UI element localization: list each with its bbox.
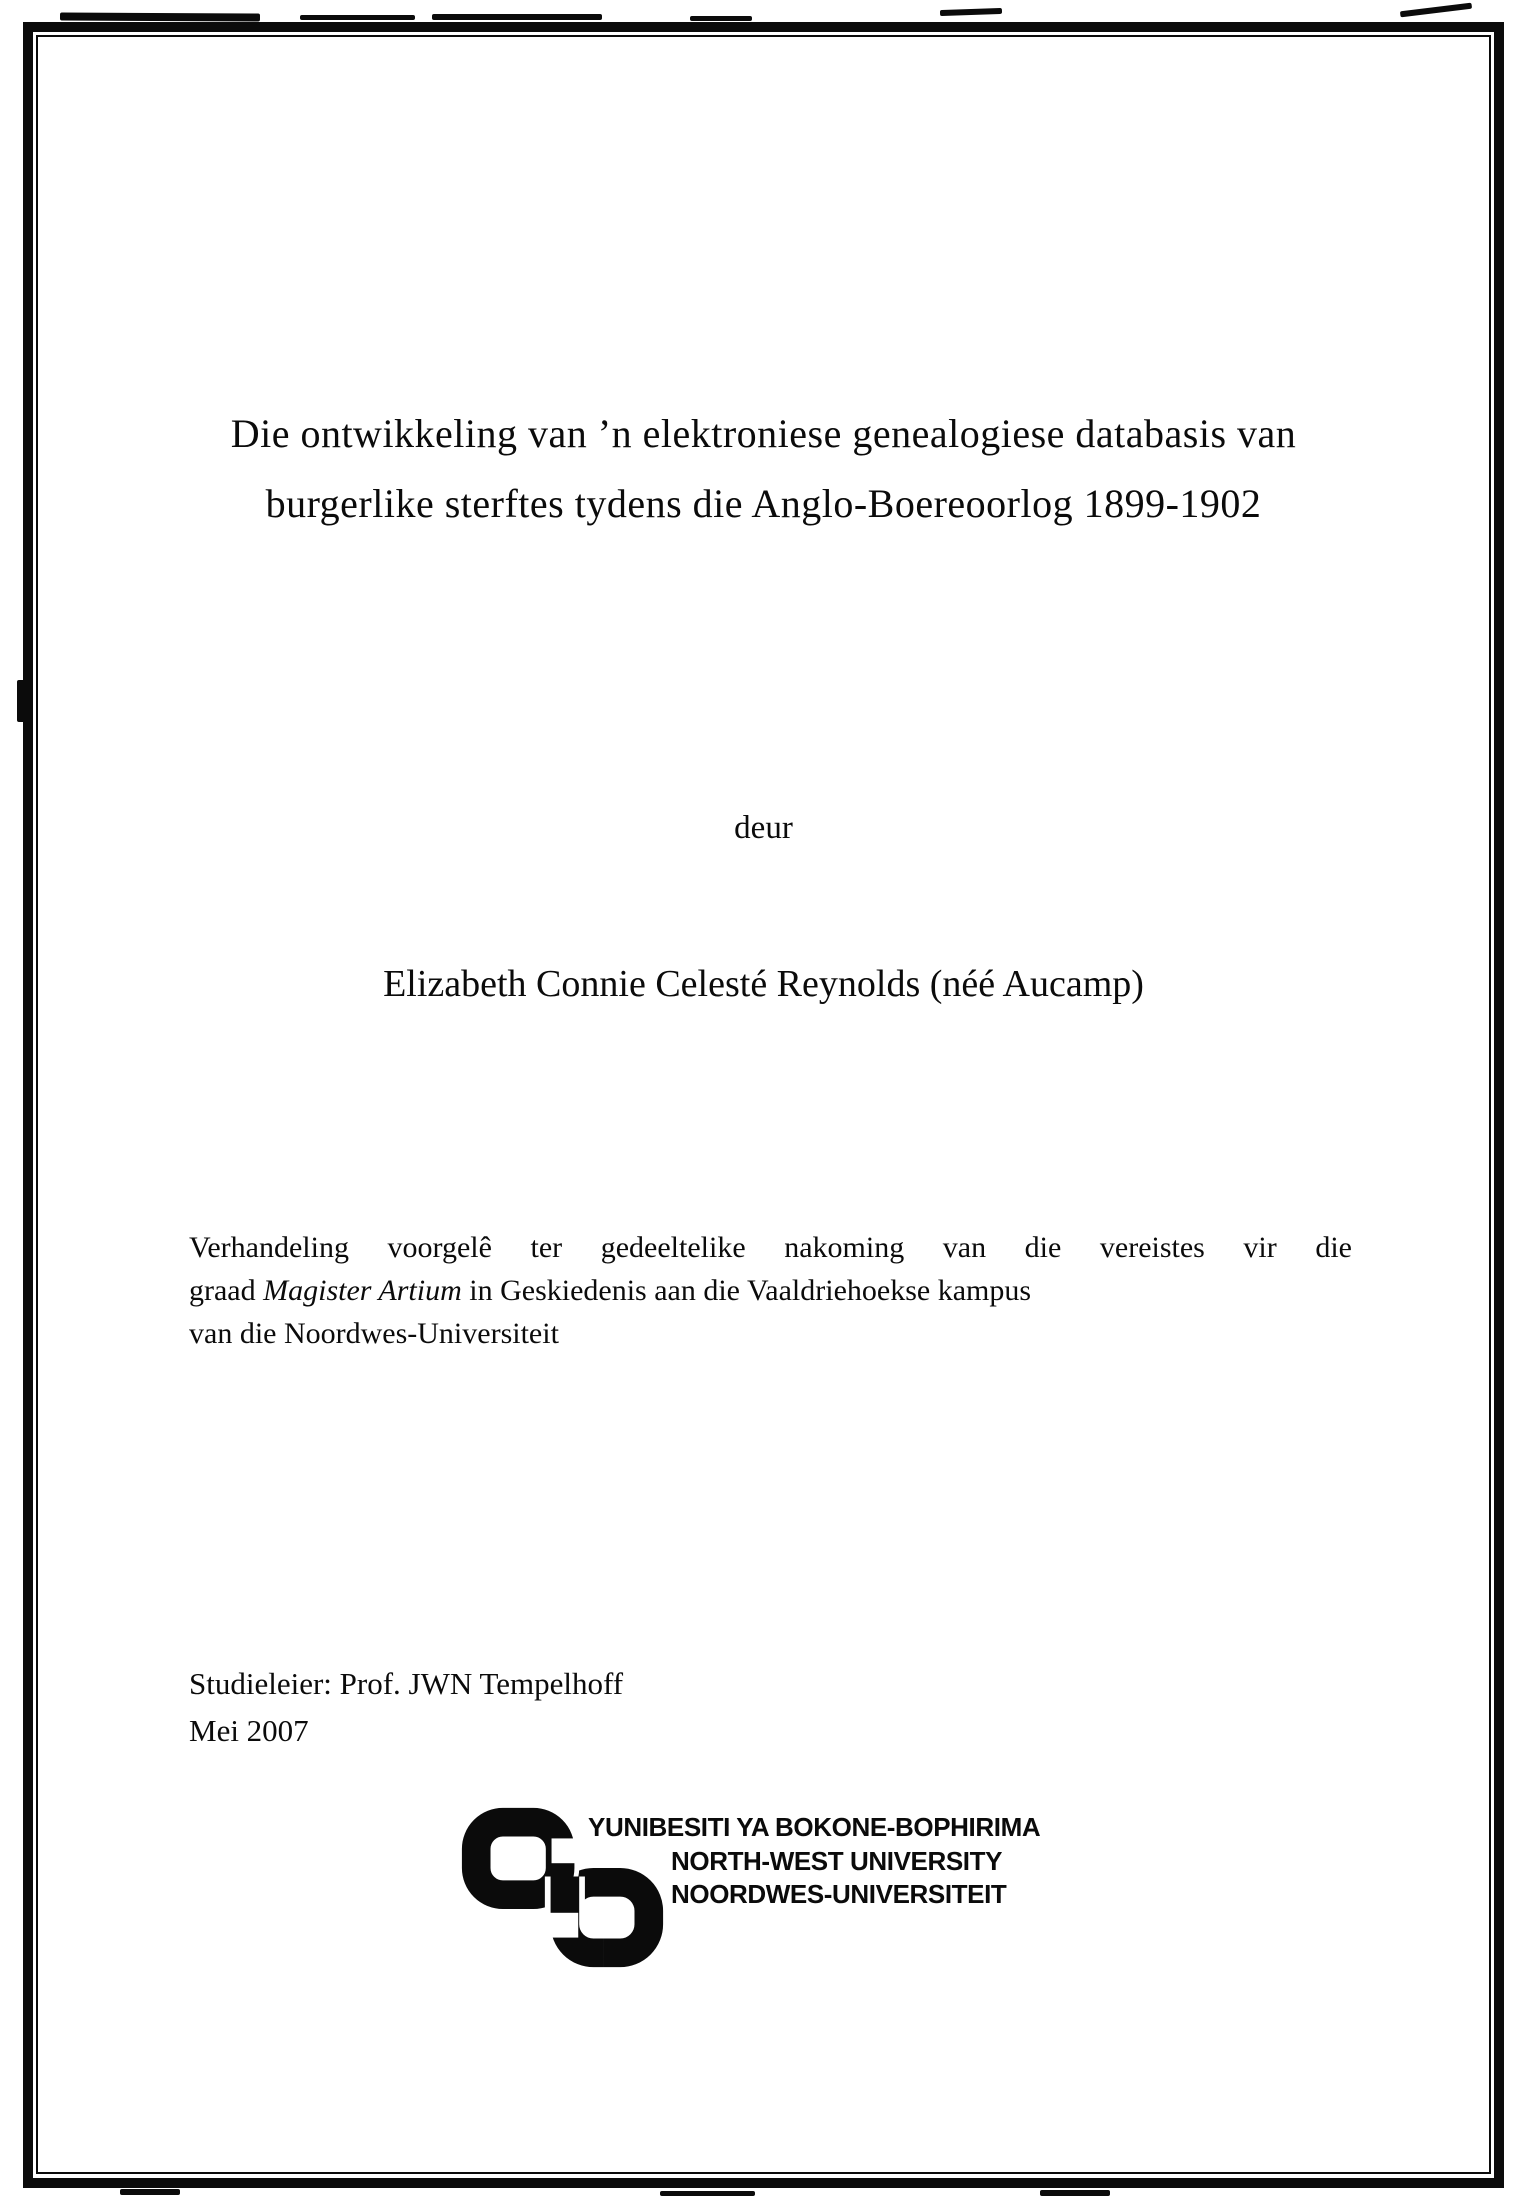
scan-artifact	[120, 2189, 180, 2195]
thesis-title-line2: burgerlike sterftes tydens die Anglo-Boereoorlog 1899-1902	[265, 481, 1262, 526]
logo-text-setswana: YUNIBESITI YA BOKONE-BOPHIRIMA	[588, 1812, 1041, 1842]
author-name: Elizabeth Connie Celesté Reynolds (néé Aucamp)	[383, 963, 1144, 1005]
submission-statement	[189, 1226, 1352, 1355]
scan-artifact	[1040, 2190, 1110, 2196]
thesis-title-line1: Die ontwikkeling van ’n elektroniese genealogiese databasis van	[230, 411, 1297, 456]
supervisor-line: Studieleier: Prof. JWN Tempelhoff	[189, 1666, 624, 1701]
degree-name: Magister Artium	[263, 1274, 462, 1307]
scan-artifact	[1400, 3, 1472, 18]
thesis-title	[0, 412, 1527, 552]
submission-line3: van die Noordwes-Universiteit	[189, 1317, 559, 1350]
scan-artifact	[660, 2191, 755, 2196]
submission-line2-pre: graad	[189, 1274, 264, 1307]
submission-line2-post: in Geskiedenis aan die Vaaldriehoekse kampus	[461, 1274, 1032, 1307]
scan-artifact	[940, 8, 1002, 16]
byline-label: deur	[734, 810, 793, 846]
scan-artifact	[60, 12, 260, 21]
date-line: Mei 2007	[189, 1713, 309, 1748]
scan-artifact	[690, 16, 752, 21]
logo-text-afrikaans: NOORDWES-UNIVERSITEIT	[671, 1879, 1007, 1909]
submission-line1: Verhandeling voorgelê ter gedeeltelike nakoming van die vereistes vir die	[189, 1231, 1352, 1264]
submission-line2	[189, 1269, 1352, 1312]
logo-text-english: NORTH-WEST UNIVERSITY	[671, 1846, 1003, 1876]
supervisor-block	[189, 1660, 623, 1754]
scan-artifact	[432, 14, 602, 20]
scan-artifact	[300, 15, 415, 20]
